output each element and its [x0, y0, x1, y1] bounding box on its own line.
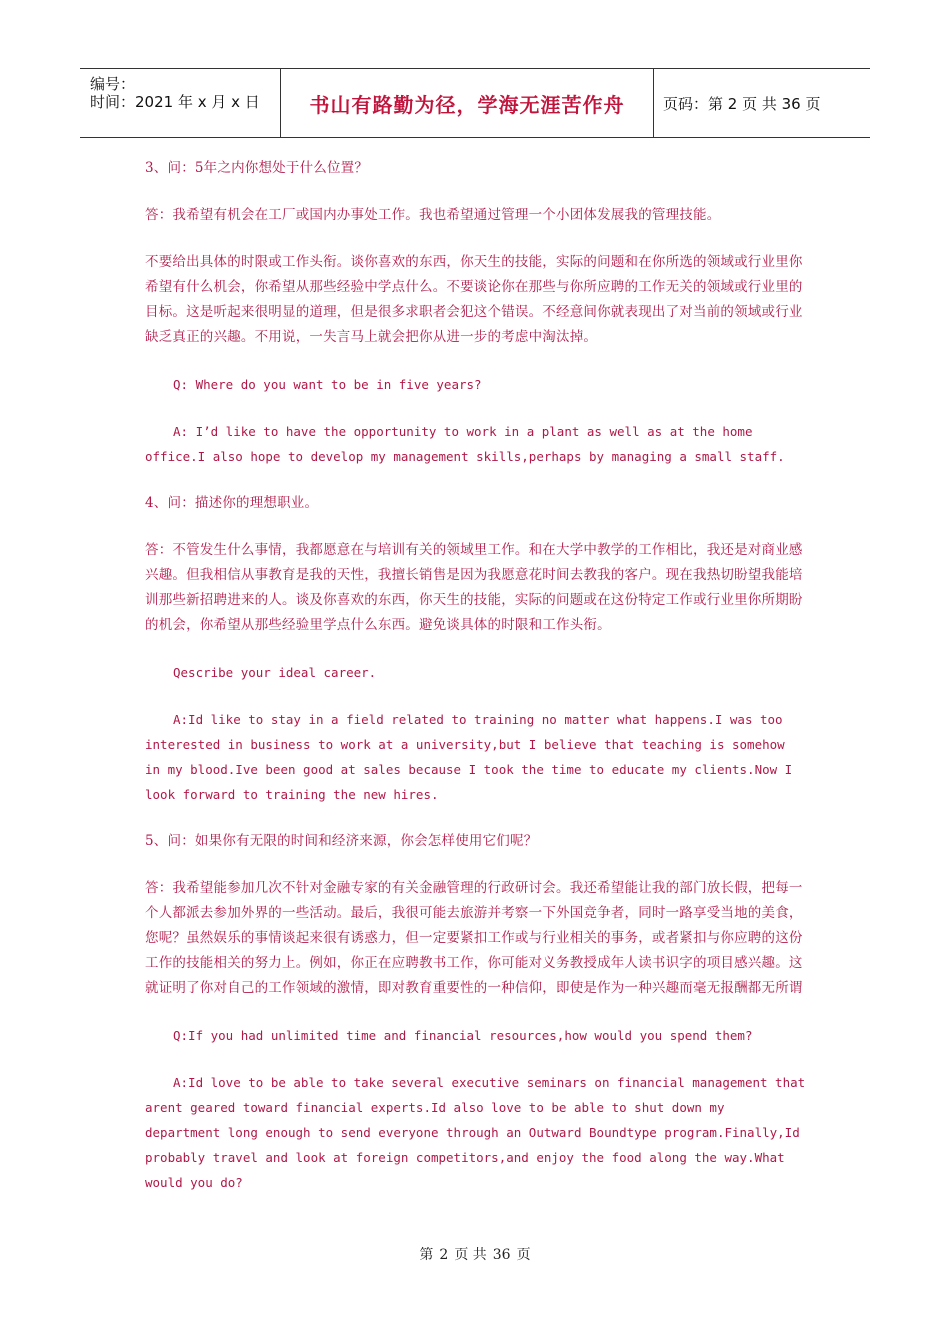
answer-4-cn: 答：不管发生什么事情，我都愿意在与培训有关的领域里工作。和在大学中教学的工作相比，我还是对商业感兴趣。但我相信从事教育是我的天性，我擅长销售是因为我愿意花时间去教我的客户。现在我热切盼望我能培训那些新招聘进来的人。谈及你喜欢的东西，你天生的技能，实际的问题或在这份特定工作或行业里你所期盼的机会，你希望从那些经验里学点什么东西。避免谈具体的时限和工作头衔。	[145, 542, 803, 633]
document-body	[145, 156, 807, 1195]
footer-total-pages: 36	[492, 1247, 511, 1263]
question-5-en: Q:If you had unlimited time and financial resources,how would you spend them?	[173, 1028, 753, 1043]
answer-3-en: A: I’d like to have the opportunity to work in a plant as well as at the home office.I also hope to develop my management skills,perhaps by managing a small staff.	[145, 424, 785, 464]
question-5-cn: 5、问：如果你有无限的时间和经济来源，你会怎样使用它们呢？	[145, 833, 538, 849]
question-3-en: Q: Where do you want to be in five years?	[173, 377, 482, 392]
tip-3-cn: 不要给出具体的时限或工作头衔。谈你喜欢的东西，你天生的技能，实际的问题和在你所选的领域或行业里你希望有什么机会，你希望从那些经验中学点什么。不要谈论你在那些与你所应聘的工作无关的领域或行业里的目标。这是听起来很明显的道理，但是很多求职者会犯这个错误。不经意间你就表现出了对当前的领域或行业缺乏真正的兴趣。不用说，一失言马上就会把你从进一步的考虑中淘汰掉。	[145, 254, 803, 345]
footer-mid: 页 共	[454, 1247, 487, 1263]
page-header	[80, 68, 870, 138]
answer-5-cn: 答：我希望能参加几次不针对金融专家的有关金融管理的行政研讨会。我还希望能让我的部门放长假，把每一个人都派去参加外界的一些活动。最后，我很可能去旅游并考察一下外国竞争者，同时一路享受当地的美食，您呢？虽然娱乐的事情谈起来很有诱惑力，但一定要紧扣工作或与行业相关的事务，或者紧扣与你应聘的这份工作的技能相关的努力上。例如，你正在应聘教书工作，你可能对义务教授成年人读书识字的项目感兴趣。这就证明了你对自己的工作领域的激情，即对教育重要性的一种信仰，即使是作为一种兴趣而毫无报酬都无所谓	[145, 880, 803, 996]
answer-5-en: A:Id love to be able to take several executive seminars on financial management that arent geared toward financial experts.Id also love to be able to shut down my department long enough to send everyone through an Outward Boundtype program.Finally,Id probably travel and look at foreign competitors,and enjoy the food along the way.What would you do?	[145, 1075, 806, 1190]
footer-prefix: 第	[419, 1247, 434, 1263]
question-4-cn: 4、问：描述你的理想职业。	[145, 495, 319, 511]
answer-3-cn: 答：我希望有机会在工厂或国内办事处工作。我也希望通过管理一个小团体发展我的管理技能。	[145, 207, 721, 223]
answer-4-en: A:Id like to stay in a field related to training no matter what happens.I was too interested in business to work at a university,but I believe that teaching is somehow in my blood.Ive been good at sales because I took the time to educate my clients.Now I look forward to training the new hires.	[145, 712, 793, 802]
header-meta	[80, 69, 281, 137]
date-label: 时间：2021 年 x 月 x 日	[90, 93, 260, 111]
page-footer	[0, 1244, 950, 1264]
header-page-info: 页码：第 2 页 共 36 页	[663, 94, 821, 113]
serial-label: 编号：	[90, 75, 136, 93]
footer-page-number: 2	[439, 1247, 449, 1263]
header-motto: 书山有路勤为径，学海无涯苦作舟	[281, 69, 654, 137]
footer-suffix: 页	[516, 1247, 531, 1263]
question-4-en: Qescribe your ideal career.	[173, 665, 377, 680]
question-3-cn: 3、问：5年之内你想处于什么位置？	[145, 160, 369, 176]
